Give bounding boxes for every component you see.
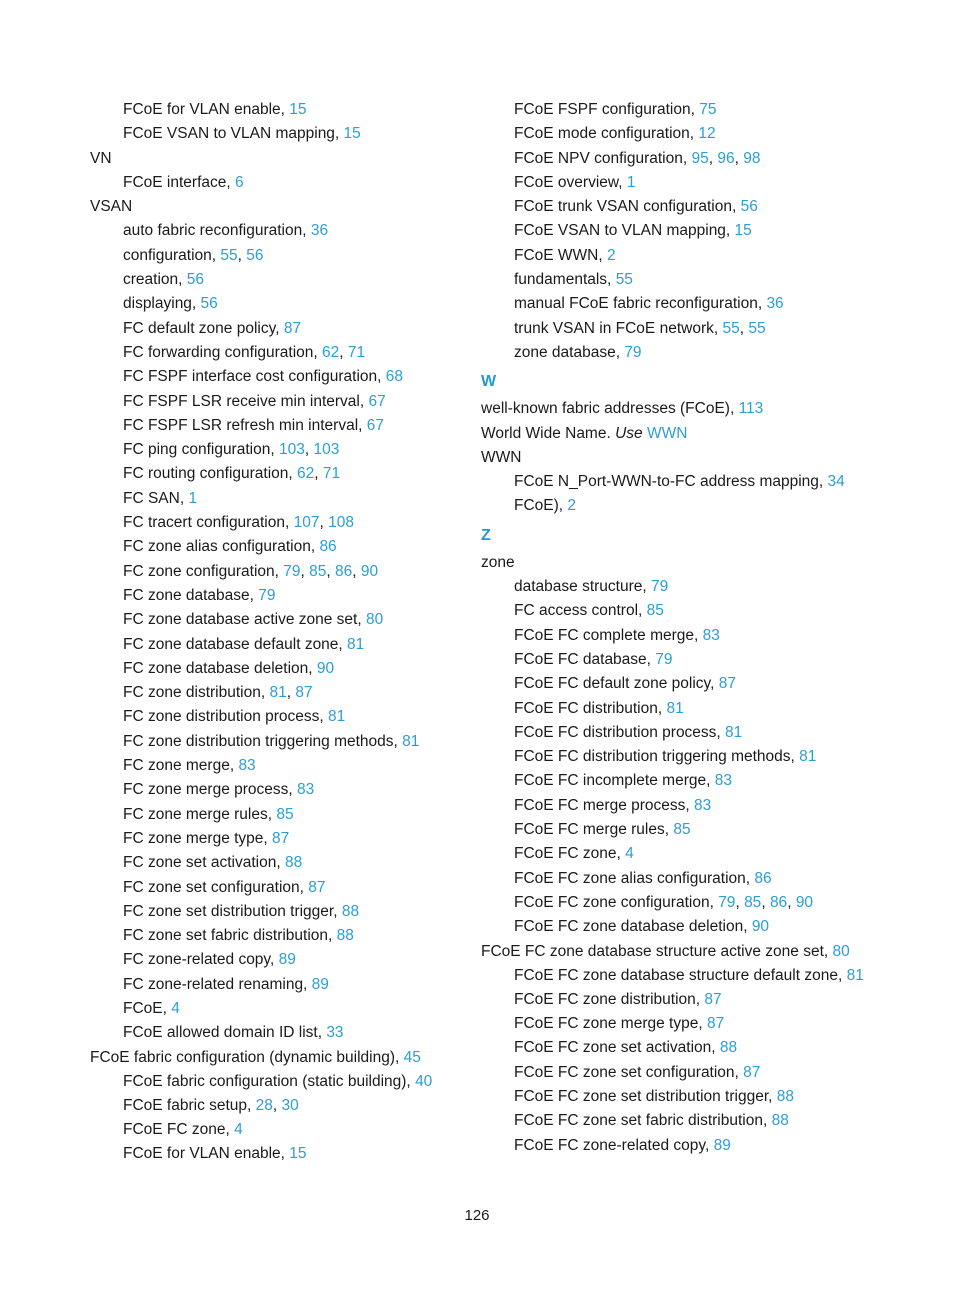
page-reference-link[interactable]: 107: [293, 514, 320, 532]
entry-text: FCoE overview,: [514, 173, 627, 191]
page-reference-link[interactable]: 62: [322, 343, 340, 361]
entry-text: FC zone-related renaming,: [123, 975, 312, 993]
see-reference-label: Use: [615, 424, 643, 442]
entry-text: FC zone configuration,: [123, 562, 284, 580]
entry-text: FCoE FC zone configuration,: [514, 893, 719, 911]
page-reference-link[interactable]: 55: [748, 319, 766, 337]
entry-text: WWN: [481, 448, 522, 466]
index-subentry: [481, 697, 871, 721]
page-reference-link[interactable]: 1: [188, 489, 198, 507]
index-subentry: FC ping configuration, 103, 103: [123, 441, 340, 459]
page-reference-link[interactable]: 2: [607, 246, 616, 264]
page-reference-link[interactable]: 90: [316, 659, 335, 677]
page-reference-link[interactable]: 80: [365, 611, 384, 629]
index-subentry: FC routing configuration, 62, 71: [123, 465, 341, 483]
page-reference-link[interactable]: 113: [738, 400, 764, 418]
entry-text: FCoE fabric setup,: [123, 1096, 256, 1114]
index-subentry: FC forwarding configuration, 62, 71: [123, 343, 366, 361]
entry-text: FC zone database deletion,: [123, 659, 317, 677]
entry-text: FC zone set distribution trigger,: [123, 902, 342, 920]
entry-text: FC ping configuration,: [123, 441, 279, 459]
index-subentry: [481, 769, 871, 793]
page-reference-link[interactable]: 108: [328, 514, 354, 532]
page-reference-link[interactable]: 95: [691, 149, 709, 167]
index-subentry: [90, 414, 460, 438]
page-reference-link[interactable]: 87: [743, 1063, 761, 1081]
index-subentry: [90, 1142, 460, 1166]
index-subentry: [481, 122, 871, 146]
index-subentry: [90, 219, 460, 243]
entry-text: FC SAN,: [123, 489, 189, 507]
page-reference-link[interactable]: 79: [718, 893, 736, 911]
index-subentry: [481, 672, 871, 696]
index-subentry: [481, 794, 871, 818]
entry-text: FCoE trunk VSAN configuration,: [514, 198, 741, 216]
entry-text: FCoE FC database,: [514, 650, 656, 668]
page-reference-link[interactable]: 81: [725, 723, 743, 741]
index-subentry: [90, 317, 460, 341]
entry-text: FC zone merge process,: [123, 781, 298, 799]
index-subentry: [481, 341, 871, 365]
page-reference-link[interactable]: 86: [335, 562, 353, 580]
page-reference-link[interactable]: 2: [567, 497, 577, 515]
index-subentry: [481, 599, 871, 623]
page-reference-link[interactable]: 89: [713, 1136, 731, 1154]
entry-text: well-known fabric addresses (FCoE),: [481, 400, 739, 418]
index-subentry: FC zone distribution, 81, 87: [123, 684, 313, 702]
page-reference-link[interactable]: 6: [235, 173, 244, 191]
page-reference-link[interactable]: 75: [699, 101, 717, 118]
entry-text: VSAN: [90, 198, 133, 216]
index-subentry: [90, 535, 460, 559]
page-reference-link[interactable]: 68: [385, 368, 403, 386]
page-reference-link[interactable]: 56: [740, 198, 758, 216]
index-subentry: [90, 1070, 460, 1094]
entry-text: FCoE FC zone set fabric distribution,: [514, 1112, 772, 1130]
index-subentry: [90, 1046, 460, 1070]
index-subentry: [481, 575, 871, 599]
index-subentry: [90, 997, 460, 1021]
index-subentry: [90, 900, 460, 924]
entry-text: FCoE allowed domain ID list,: [123, 1024, 327, 1042]
page-reference-link[interactable]: 55: [220, 246, 238, 264]
index-subentry: FCoE NPV configuration, 95, 96, 98: [514, 149, 761, 167]
index-subentry: [481, 988, 871, 1012]
entry-text: FCoE FC merge process,: [514, 796, 695, 814]
page-reference-link[interactable]: 81: [347, 635, 365, 653]
page-reference-link[interactable]: 80: [832, 943, 850, 960]
entry-text: zone database,: [514, 343, 625, 361]
entry-text: FCoE FC zone database structure default zone,: [514, 966, 847, 984]
page-reference-link[interactable]: 40: [415, 1072, 433, 1090]
entry-text: FC zone distribution process,: [123, 708, 329, 726]
index-subentry: [481, 1012, 871, 1036]
entry-text: FC default zone policy,: [123, 319, 284, 337]
index-entry: [481, 446, 871, 470]
entry-text: FC routing configuration,: [123, 465, 298, 483]
entry-text: FC FSPF interface cost configuration,: [123, 368, 386, 386]
index-subentry: [90, 803, 460, 827]
page-reference-link[interactable]: 79: [258, 586, 276, 604]
index-subentry: FCoE FC zone configuration, 79, 85, 86, 90: [514, 893, 814, 911]
index-subentry: [481, 964, 871, 988]
page-reference-link[interactable]: 103: [313, 441, 340, 459]
index-subentry: [90, 98, 460, 122]
page-reference-link[interactable]: 98: [743, 149, 761, 167]
index-subentry: [90, 851, 460, 875]
index-subentry: [481, 494, 871, 518]
entry-text: FCoE FC zone distribution,: [514, 990, 705, 1008]
index-subentry: [481, 1036, 871, 1060]
entry-text: FC zone distribution triggering methods,: [123, 732, 403, 750]
entry-text: FC access control,: [514, 602, 647, 620]
index-section-letter: Z: [481, 526, 491, 544]
page-reference-link[interactable]: 87: [295, 684, 313, 702]
entry-text: FCoE mode configuration,: [514, 125, 699, 143]
index-subentry: [90, 292, 460, 316]
page-reference-link[interactable]: 85: [646, 602, 664, 620]
index-subentry: [481, 867, 871, 891]
entry-text: FC zone database,: [123, 586, 259, 604]
index-column-right: [481, 98, 871, 1158]
entry-text: zone: [481, 553, 515, 571]
page-reference-link[interactable]: 88: [719, 1039, 738, 1057]
index-subentry: [90, 1118, 460, 1142]
page-reference-link[interactable]: 15: [289, 1145, 307, 1163]
entry-text: FCoE FC zone alias configuration,: [514, 869, 755, 887]
page-reference-link[interactable]: 79: [283, 562, 301, 580]
entry-text: FCoE FC zone,: [123, 1121, 235, 1139]
index-subentry: [481, 171, 871, 195]
page-reference-link[interactable]: 62: [297, 465, 315, 483]
page-reference-link[interactable]: 83: [238, 757, 256, 775]
index-subentry: FC tracert configuration, 107, 108: [123, 514, 354, 532]
index-entry: [90, 195, 460, 219]
page-reference-link[interactable]: 85: [673, 821, 691, 839]
index-subentry: [90, 827, 460, 851]
entry-text: displaying,: [123, 295, 201, 313]
index-subentry: [481, 1109, 871, 1133]
index-subentry: [90, 633, 460, 657]
page-reference-link[interactable]: 86: [754, 869, 772, 887]
page-reference-link[interactable]: 79: [655, 650, 673, 668]
page-reference-link[interactable]: 90: [795, 893, 814, 911]
page-reference-link[interactable]: 71: [322, 465, 341, 483]
index-subentry: [481, 244, 871, 268]
entry-text: FCoE NPV configuration,: [514, 149, 692, 167]
index-subentry: [481, 195, 871, 219]
index-subentry: FC zone configuration, 79, 85, 86, 90: [123, 562, 379, 580]
page-reference-link[interactable]: 86: [319, 538, 337, 556]
page-reference-link[interactable]: 90: [751, 918, 770, 936]
entry-text: FC tracert configuration,: [123, 514, 294, 532]
entry-text: FCoE for VLAN enable,: [123, 1145, 290, 1163]
page-reference-link[interactable]: 12: [698, 125, 716, 143]
entry-text: FCoE FC distribution process,: [514, 723, 726, 741]
page-reference-link[interactable]: 71: [347, 343, 366, 361]
page-reference-link[interactable]: 4: [625, 845, 634, 863]
index-subentry: [90, 973, 460, 997]
entry-text: FCoE FC distribution,: [514, 699, 667, 717]
page-reference-link[interactable]: 85: [309, 562, 327, 580]
index-subentry: [481, 268, 871, 292]
page-reference-link[interactable]: 67: [366, 416, 385, 434]
entry-text: FCoE fabric configuration (dynamic building),: [90, 1049, 404, 1067]
entry-text: FC zone set activation,: [123, 854, 285, 872]
entry-text: configuration,: [123, 246, 221, 264]
page-reference-link[interactable]: 83: [702, 626, 720, 644]
entry-text: FCoE FC zone set configuration,: [514, 1063, 744, 1081]
entry-text: FCoE WWN,: [514, 246, 607, 264]
index-subentry: [90, 268, 460, 292]
entry-text: FCoE FC zone set activation,: [514, 1039, 720, 1057]
index-subentry: [90, 390, 460, 414]
page-reference-link[interactable]: 86: [769, 893, 788, 911]
page-reference-link[interactable]: 79: [624, 343, 642, 361]
index-subentry: trunk VSAN in FCoE network, 55, 55: [514, 319, 766, 337]
page-reference-link[interactable]: 87: [308, 878, 326, 896]
page-reference-link[interactable]: 88: [771, 1112, 789, 1130]
page-reference-link[interactable]: 15: [343, 125, 361, 143]
index-subentry: [481, 1134, 871, 1158]
index-entry: [481, 397, 871, 421]
page-reference-link[interactable]: 33: [326, 1024, 344, 1042]
index-subentry: [481, 842, 871, 866]
index-subentry: [481, 292, 871, 316]
page-reference-link[interactable]: 56: [246, 246, 264, 264]
entry-text: FC zone-related copy,: [123, 951, 279, 969]
page-reference-link[interactable]: 36: [766, 295, 784, 313]
page-reference-link[interactable]: 4: [234, 1121, 243, 1139]
index-subentry: [90, 122, 460, 146]
page-reference-link[interactable]: 45: [403, 1049, 421, 1067]
entry-text: FCoE FC zone-related copy,: [514, 1136, 714, 1154]
page-reference-link[interactable]: 1: [626, 173, 636, 191]
index-entry: [481, 422, 871, 446]
index-entry: [90, 147, 460, 171]
page-reference-link[interactable]: 81: [328, 708, 346, 726]
page-reference-link[interactable]: 81: [799, 748, 817, 766]
page-reference-link[interactable]: 81: [402, 732, 420, 750]
page-reference-link[interactable]: 55: [615, 271, 633, 289]
entry-text: FC zone database active zone set,: [123, 611, 366, 629]
page-reference-link[interactable]: 28: [255, 1096, 273, 1114]
entry-text: FCoE,: [123, 999, 172, 1017]
page-reference-link[interactable]: 88: [336, 927, 354, 945]
index-subentry: [481, 1061, 871, 1085]
index-subentry: [481, 745, 871, 769]
entry-text: VN: [90, 149, 112, 167]
entry-text: manual FCoE fabric reconfiguration,: [514, 295, 767, 313]
index-subentry: [90, 730, 460, 754]
entry-text: FC FSPF LSR refresh min interval,: [123, 416, 367, 434]
index-subentry: [90, 365, 460, 389]
index-subentry: [90, 948, 460, 972]
entry-text: FC FSPF LSR receive min interval,: [123, 392, 369, 410]
entry-text: FC zone merge type,: [123, 829, 273, 847]
entry-text: FCoE FC distribution triggering methods,: [514, 748, 800, 766]
entry-text: FC zone set configuration,: [123, 878, 309, 896]
index-subentry: [481, 98, 871, 122]
index-subentry: [90, 876, 460, 900]
page-reference-link[interactable]: 55: [722, 319, 740, 337]
index-subentry: [90, 487, 460, 511]
index-subentry: [90, 657, 460, 681]
entry-text: FCoE FC merge rules,: [514, 821, 674, 839]
entry-text: World Wide Name.: [481, 424, 616, 442]
page-reference-link[interactable]: 90: [360, 562, 379, 580]
entry-text: FCoE FC zone set distribution trigger,: [514, 1087, 777, 1105]
page-reference-link[interactable]: 56: [200, 295, 218, 313]
page-reference-link[interactable]: 34: [827, 473, 845, 491]
index-subentry: [481, 940, 871, 964]
entry-text: FC zone set fabric distribution,: [123, 927, 337, 945]
entry-text: FCoE FC zone database structure active zone set,: [481, 943, 833, 960]
page-reference-link[interactable]: 4: [171, 999, 180, 1017]
page-reference-link[interactable]: 96: [717, 149, 735, 167]
index-subentry: configuration, 55, 56: [123, 246, 264, 264]
entry-text: trunk VSAN in FCoE network,: [514, 319, 723, 337]
index-subentry: [481, 915, 871, 939]
entry-text: auto fabric reconfiguration,: [123, 222, 311, 240]
entry-text: FCoE FC complete merge,: [514, 626, 703, 644]
index-subentry: [481, 624, 871, 648]
entry-text: FC zone alias configuration,: [123, 538, 320, 556]
index-column-left: [90, 98, 460, 1167]
entry-text: FCoE FSPF configuration,: [514, 101, 700, 118]
entry-text: FCoE VSAN to VLAN mapping,: [123, 125, 344, 143]
entry-text: FCoE VSAN to VLAN mapping,: [514, 222, 735, 240]
page-reference-link[interactable]: 88: [284, 854, 303, 872]
page-reference-link[interactable]: 81: [846, 966, 864, 984]
page-reference-link[interactable]: 36: [310, 222, 329, 240]
page-reference-link[interactable]: WWN: [646, 424, 688, 442]
entry-text: FCoE),: [514, 497, 568, 515]
index-subentry: FCoE fabric setup, 28, 30: [123, 1096, 299, 1114]
page-reference-link[interactable]: 87: [283, 319, 302, 337]
entry-text: FCoE fabric configuration (static building),: [123, 1072, 416, 1090]
page-reference-link[interactable]: 81: [666, 699, 684, 717]
page-reference-link[interactable]: 85: [276, 805, 294, 823]
entry-text: FC forwarding configuration,: [123, 343, 323, 361]
index-subentry: [90, 705, 460, 729]
index-subentry: [481, 721, 871, 745]
page-reference-link[interactable]: 103: [278, 441, 305, 459]
index-subentry: [90, 778, 460, 802]
page-reference-link[interactable]: 83: [694, 796, 712, 814]
entry-text: FC zone distribution,: [123, 684, 270, 702]
entry-text: FCoE FC default zone policy,: [514, 675, 719, 693]
page-reference-link[interactable]: 89: [278, 951, 296, 969]
entry-text: fundamentals,: [514, 271, 616, 289]
page-reference-link[interactable]: 83: [714, 772, 732, 790]
page-reference-link[interactable]: 67: [368, 392, 386, 410]
index-entry: [481, 551, 871, 575]
page-reference-link[interactable]: 87: [718, 675, 736, 693]
page-reference-link[interactable]: 81: [269, 684, 287, 702]
page-reference-link[interactable]: 87: [706, 1015, 725, 1033]
page-reference-link[interactable]: 88: [341, 902, 360, 920]
entry-text: FC zone merge,: [123, 757, 239, 775]
index-subentry: [481, 219, 871, 243]
page-reference-link[interactable]: 87: [704, 990, 722, 1008]
page-reference-link[interactable]: 83: [297, 781, 315, 799]
entry-text: FCoE for VLAN enable,: [123, 101, 290, 118]
page-reference-link[interactable]: 30: [281, 1096, 299, 1114]
index-section-letter: W: [481, 373, 497, 391]
entry-text: creation,: [123, 271, 187, 289]
page-reference-link[interactable]: 15: [734, 222, 752, 240]
index-subentry: [90, 1021, 460, 1045]
page-reference-link[interactable]: 89: [311, 975, 329, 993]
index-subentry: [90, 584, 460, 608]
entry-text: FCoE FC zone,: [514, 845, 626, 863]
index-subentry: [481, 1085, 871, 1109]
index-subentry: [90, 924, 460, 948]
entry-text: FCoE FC incomplete merge,: [514, 772, 715, 790]
index-subentry: [90, 608, 460, 632]
index-subentry: [481, 818, 871, 842]
entry-text: FCoE interface,: [123, 173, 235, 191]
index-subentry: [481, 470, 871, 494]
entry-text: FC zone merge rules,: [123, 805, 277, 823]
entry-text: FCoE FC zone merge type,: [514, 1015, 707, 1033]
page-reference-link[interactable]: 79: [651, 578, 669, 596]
entry-text: FCoE FC zone database deletion,: [514, 918, 752, 936]
page-reference-link[interactable]: 56: [186, 271, 205, 289]
index-subentry: [481, 648, 871, 672]
page-reference-link[interactable]: 87: [272, 829, 290, 847]
entry-text: database structure,: [514, 578, 651, 596]
index-subentry: [90, 171, 460, 195]
index-subentry: [90, 754, 460, 778]
page-reference-link[interactable]: 15: [289, 101, 307, 118]
page-number: 126: [464, 1207, 490, 1224]
entry-text: FCoE N_Port-WWN-to-FC address mapping,: [514, 473, 828, 491]
page-reference-link[interactable]: 85: [744, 893, 762, 911]
entry-text: FC zone database default zone,: [123, 635, 348, 653]
page-reference-link[interactable]: 88: [776, 1087, 795, 1105]
